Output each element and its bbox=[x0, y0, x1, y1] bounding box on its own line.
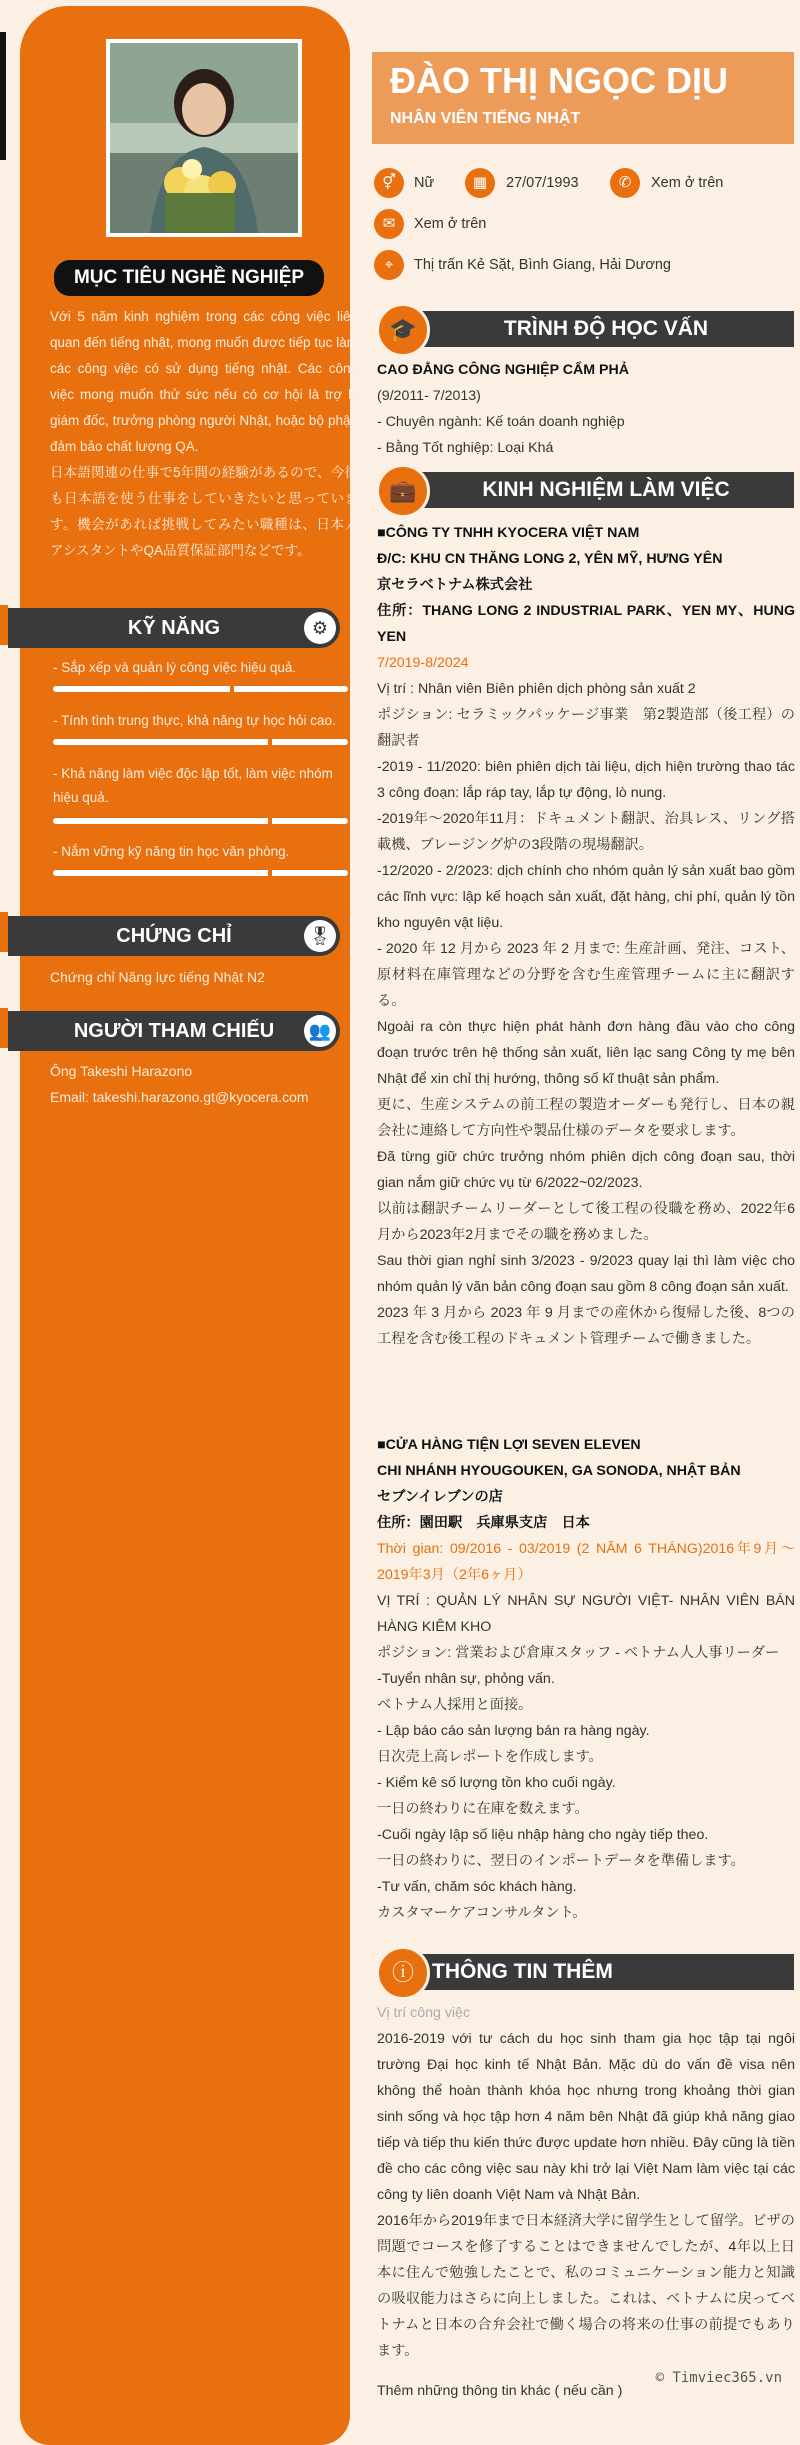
dob-text: 27/07/1993 bbox=[506, 175, 579, 191]
additional-more: Thêm những thông tin khác ( nếu cần ) bbox=[377, 2383, 623, 2399]
experience-title: KINH NGHIỆM LÀM VIỆC bbox=[482, 478, 730, 501]
additional-block bbox=[377, 2000, 795, 2404]
skill-marker-3 bbox=[268, 817, 272, 825]
education-title: TRÌNH ĐỘ HỌC VẤN bbox=[503, 317, 709, 340]
skill-marker-4 bbox=[268, 869, 272, 877]
job2-line: ベトナム人採用と面接。 bbox=[377, 1697, 533, 1713]
sidebar bbox=[20, 6, 358, 2445]
job1-line: 更に、生産システムの前工程の製造オーダーも発行し、日本の親会社に連絡して方向性や製品仕様のデータを要求します。 bbox=[377, 1097, 795, 1139]
job2-line: - Lập báo cáo sản lượng bán ra hàng ngày. bbox=[377, 1723, 650, 1739]
header bbox=[372, 52, 794, 144]
additional-subtitle: Vị trí công việc bbox=[377, 2005, 471, 2021]
education-title-bar bbox=[418, 311, 794, 347]
gear-icon: ⚙ bbox=[304, 612, 336, 644]
calendar-icon: ▦ bbox=[465, 168, 495, 198]
skill-item-2: - Tính tình trung thực, khả năng tự học hỏi cao. bbox=[53, 713, 336, 728]
additional-para-vi: 2016-2019 với tư cách du học sinh tham gia học tập tại ngôi trường Đại học kinh tế Nhật Bản. Mặc dù do vấn đề visa nên không thể hoàn thành khóa học nhưng trong khoảng thời gian sinh sống và học tập hơn 4 năm bên Nhật đã giúp khả năng giao tiếp và tiếp thu kiến thức được update hơn nhiều. Đây cũng là tiền đề cho các công việc sau này khi trở lại Việt Nam làm việc tại các công ty liên doanh Việt Nam và Nhật Bản. bbox=[377, 2031, 795, 2203]
certificates-title-bar bbox=[8, 916, 340, 956]
skills-title: KỸ NĂNG bbox=[127, 617, 221, 639]
job2-line: -Cuối ngày lập số liệu nhập hàng cho ngày tiếp theo. bbox=[377, 1827, 709, 1843]
graduation-cap-icon: 🎓 bbox=[376, 303, 430, 357]
candidate-name: ĐÀO THỊ NGỌC DỊU bbox=[390, 60, 728, 101]
objective-title: MỤC TIÊU NGHỀ NGHIỆP bbox=[54, 260, 324, 296]
profile-photo bbox=[106, 39, 302, 237]
job1-line: -2019 - 11/2020: biên phiên dịch tài liệu, dịch hiện trường thao tác 3 công đoạn: lắp ráp tay, lắp tự động, lò nung. bbox=[377, 759, 795, 801]
objective-text-ja: 日本語関連の仕事で5年間の経験があるので、今後も日本語を使う仕事をしていきたいと思っています。機会があれば挑戦してみたい職種は、日本人アシスタントやQA品質保証部門などです。 bbox=[50, 465, 358, 558]
skills-title-bar bbox=[8, 608, 340, 648]
skill-bar-2 bbox=[53, 739, 348, 745]
job2-period: Thời gian: 09/2016 - 03/2019 (2 NĂM 6 THÁNG)2016年9月～2019年3月（2年6ヶ月） bbox=[377, 1541, 795, 1583]
skill-item-4: - Nắm vững kỹ năng tin học văn phòng. bbox=[53, 844, 290, 859]
certificate-text: Chứng chỉ Năng lực tiếng Nhật N2 bbox=[50, 969, 265, 985]
phone-icon: ✆ bbox=[610, 168, 640, 198]
education-major: - Chuyên ngành: Kế toán doanh nghiệp bbox=[377, 414, 625, 430]
job1-line: ポジション: セラミックパッケージ事業 第2製造部（後工程）の翻訳者 bbox=[377, 707, 795, 749]
gender-text: Nữ bbox=[414, 175, 435, 191]
job2-line: VỊ TRÍ : QUẢN LÝ NHÂN SỰ NGƯỜI VIỆT- NHÂN VIÊN BÁN HÀNG KIÊM KHO bbox=[377, 1593, 795, 1635]
education-grade: - Bằng Tốt nghiệp: Loại Khá bbox=[377, 440, 554, 456]
briefcase-icon: 💼 bbox=[376, 464, 430, 518]
education-school: CAO ĐẲNG CÔNG NGHIỆP CẨM PHẢ bbox=[377, 362, 629, 378]
additional-title-bar bbox=[418, 1954, 794, 1990]
job2-line: -Tuyển nhân sự, phỏng vấn. bbox=[377, 1671, 555, 1687]
skill-item-3: - Khả năng làm việc độc lập tốt, làm việc nhóm hiệu quả. bbox=[53, 766, 333, 805]
job1-line: -12/2020 - 2/2023: dịch chính cho nhóm quản lý sản xuất bao gồm các lĩnh vực: lập kế hoạch sản xuất, đặt hàng, chi phí, quản lý tồn kho nguyên vật liệu. bbox=[377, 863, 795, 931]
footer-credit: © Timviec365.vn bbox=[655, 2370, 782, 2386]
experience-title-bar bbox=[418, 472, 794, 508]
reference-name: Ông Takeshi Harazono bbox=[50, 1063, 193, 1079]
job2-address-ja: 住所：園田駅 兵庫県支店 日本 bbox=[377, 1515, 590, 1531]
job2-company: ■CỬA HÀNG TIỆN LỢI SEVEN ELEVEN bbox=[377, 1437, 641, 1453]
info-icon: ⓘ bbox=[376, 1946, 430, 2000]
references-title-bar bbox=[8, 1011, 340, 1051]
location-icon: ⌖ bbox=[374, 250, 404, 280]
phone-text: Xem ở trên bbox=[651, 175, 724, 191]
job1-line: - 2020 年 12 月から 2023 年 2 月まで: 生産計画、発注、コスト、原材料在庫管理などの分野を含む生産管理チームに主に翻訳する。 bbox=[377, 941, 795, 1009]
job1-line: 以前は翻訳チームリーダーとして後工程の役職を務め、2022年6月から2023年2月までその職を務めました。 bbox=[377, 1201, 795, 1243]
job2-line: 一日の終わりに、翌日のインポートデータを準備します。 bbox=[377, 1853, 745, 1869]
candidate-position: NHÂN VIÊN TIẾNG NHẬT bbox=[390, 110, 581, 127]
job2-company-ja: セブンイレブンの店 bbox=[377, 1489, 503, 1505]
job1-line: Ngoài ra còn thực hiện phát hành đơn hàng đầu vào cho công đoạn trước trên hệ thống sản xuất, liên lạc sang Công ty mẹ bên Nhật để xin chỉ thị hướng, thông số kĩ thuật sản phẩm. bbox=[377, 1019, 795, 1087]
job2-line: 日次売上高レポートを作成します。 bbox=[377, 1749, 603, 1765]
job2-line: - Kiểm kê số lượng tồn kho cuối ngày. bbox=[377, 1775, 616, 1791]
references-title: NGƯỜI THAM CHIẾU bbox=[73, 1020, 275, 1042]
job1-period: 7/2019-8/2024 bbox=[377, 655, 469, 671]
education-block bbox=[377, 357, 795, 461]
mail-icon: ✉ bbox=[374, 209, 404, 239]
gender-icon: ⚥ bbox=[374, 168, 404, 198]
experience-job2 bbox=[377, 1432, 795, 1926]
skill-bar-3 bbox=[53, 818, 348, 824]
address-text: Thị trấn Kẻ Sặt, Bình Giang, Hải Dương bbox=[414, 257, 671, 273]
job1-address: Đ/C: KHU CN THĂNG LONG 2, YÊN MỸ, HƯNG YÊN bbox=[377, 551, 723, 567]
job2-branch: CHI NHÁNH HYOUGOUKEN, GA SONODA, NHẬT BẢN bbox=[377, 1463, 741, 1479]
objective-text-vi: Với 5 năm kinh nghiệm trong các công việc liên quan đến tiếng nhật, mong muốn được tiếp tục làm các công việc có sử dụng tiếng nhật. Các công việc mong muốn thử sức nếu có cơ hội là trợ lý giám đốc, trưởng phòng người Nhật, hoặc bộ phận đảm bảo chất lượng QA. bbox=[50, 309, 358, 454]
job1-line: 2023 年 3 月から 2023 年 9 月までの産休から復帰した後、8つの工程を含む後工程のドキュメント管理チームで働きました。 bbox=[377, 1305, 795, 1347]
job1-line: Sau thời gian nghỉ sinh 3/2023 - 9/2023 quay lại thì làm việc cho nhóm quản lý văn bản công đoạn sau gồm 8 công đoạn sản xuất. bbox=[377, 1253, 795, 1295]
job1-line: Vị trí : Nhân viên Biên phiên dịch phòng sản xuất 2 bbox=[377, 681, 696, 697]
reference-email[interactable]: Email: takeshi.harazono.gt@kyocera.com bbox=[50, 1089, 309, 1105]
additional-para-ja: 2016年から2019年まで日本経済大学に留学生として留学。ビザの問題でコースを修了することはできませんでしたが、4年以上日本に住んで勉強したことで、私のコミュニケーション能力と知識の吸収能力はさらに向上しました。これは、ベトナムに戻ってベトナムと日本の合弁会社で働く場合の将来の仕事の前提でもあります。 bbox=[377, 2213, 795, 2359]
portrait-image bbox=[110, 43, 298, 233]
tab-marker bbox=[0, 605, 8, 645]
job1-address-ja: 住所：THANG LONG 2 INDUSTRIAL PARK、YEN MY、HUNG YEN bbox=[377, 603, 795, 645]
experience-job1 bbox=[377, 520, 795, 1352]
tab-marker bbox=[0, 912, 8, 952]
education-period: (9/2011- 7/2013) bbox=[377, 388, 481, 404]
medal-icon: 🎖 bbox=[304, 920, 336, 952]
email-text: Xem ở trên bbox=[414, 216, 487, 232]
job1-company: ■CÔNG TY TNHH KYOCERA VIỆT NAM bbox=[377, 525, 640, 541]
job2-line: 一日の終わりに在庫を数えます。 bbox=[377, 1801, 589, 1817]
skill-bar-1 bbox=[53, 686, 348, 692]
additional-title: THÔNG TIN THÊM bbox=[432, 1960, 613, 1983]
people-icon: 👥 bbox=[304, 1015, 336, 1047]
skill-bar-4 bbox=[53, 870, 348, 876]
skill-item-1: - Sắp xếp và quản lý công việc hiệu quả. bbox=[53, 660, 297, 675]
job2-line: カスタマーケアコンサルタント。 bbox=[377, 1905, 587, 1921]
tab-marker bbox=[0, 1008, 8, 1048]
skill-marker-1 bbox=[230, 685, 234, 693]
job1-company-ja: 京セラベトナム株式会社 bbox=[377, 577, 533, 593]
skill-marker-2 bbox=[268, 738, 272, 746]
job2-line: -Tư vấn, chăm sóc khách hàng. bbox=[377, 1879, 577, 1895]
job2-line: ポジション: 営業および倉庫スタッフ - ベトナム人人事リーダー bbox=[377, 1645, 780, 1661]
certificates-title: CHỨNG CHỈ bbox=[116, 925, 232, 947]
job1-line: Đã từng giữ chức trưởng nhóm phiên dịch công đoạn sau, thời gian nắm giữ chức vụ từ 6/2022~02/2023. bbox=[377, 1149, 795, 1191]
job1-line: -2019年～2020年11月：ドキュメント翻訳、治具レス、リング搭載機、ブレージング炉の3段階の現場翻訳。 bbox=[377, 811, 795, 853]
